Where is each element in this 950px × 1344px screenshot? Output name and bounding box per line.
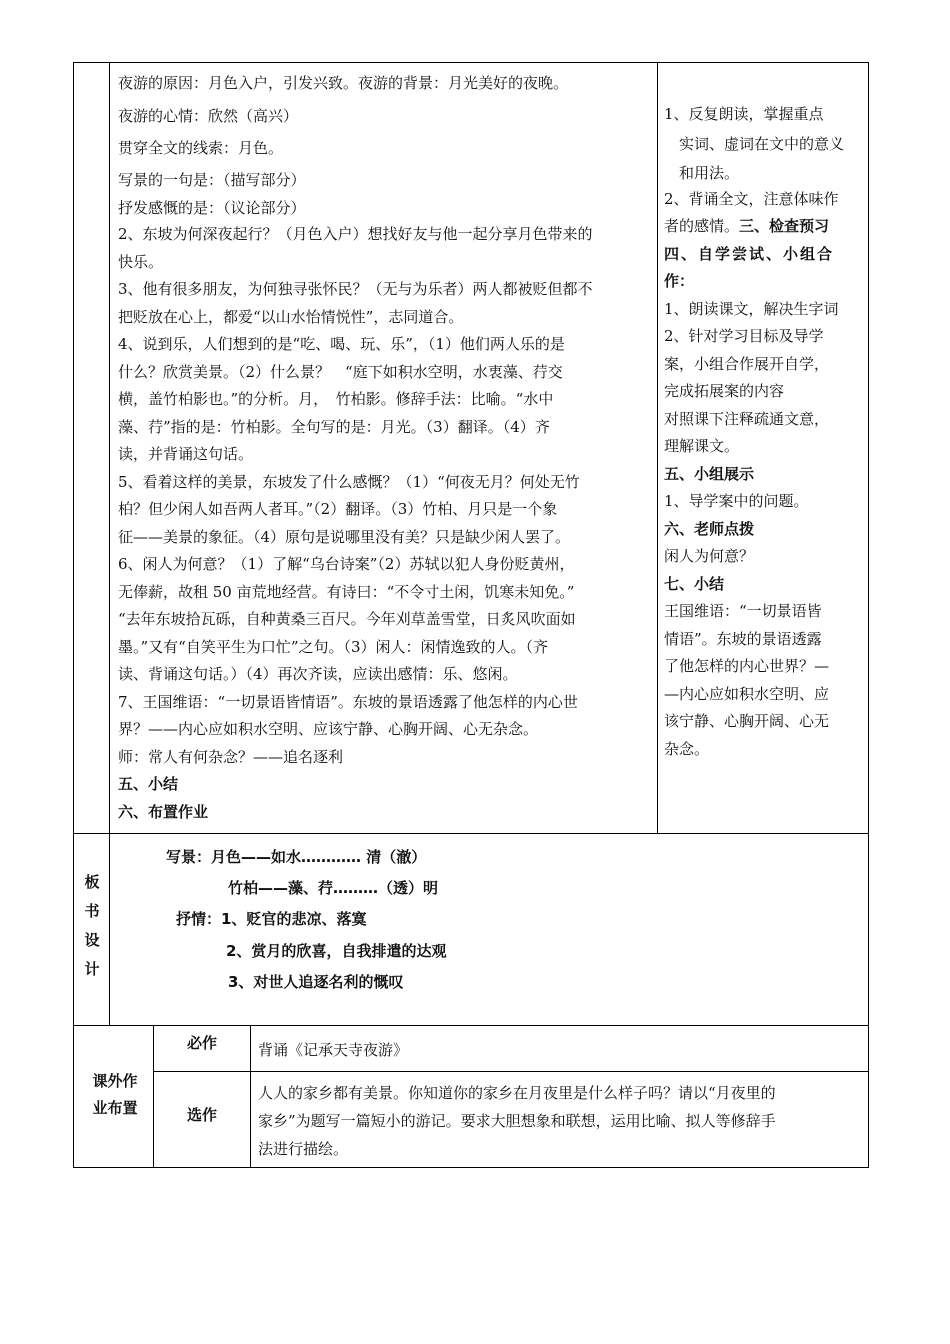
board-label-char: 书 [84,902,100,920]
main-line: 横，盖竹柏影也。”的分析。月， 竹柏影。修辞手法：比喻。“水中 [118,390,554,408]
main-line: 读，并背诵这句话。 [118,445,254,463]
side-line: 对照课下注释疏通文意， [664,409,830,428]
main-line: 柏？但少闲人如吾两人者耳。”（2）翻译。（3）竹柏、月只是一个象 [118,500,558,518]
main-line: 贯穿全文的线索：月色。 [118,139,284,157]
side-line: 情语”。东坡的景语透露 [664,629,822,648]
main-line: “去年东坡拾瓦砾，自种黄桑三百尺。今年刈草盖雪堂，日炙风吹面如 [118,610,576,628]
required-text: 背诵《记承天寺夜游》 [258,1041,409,1059]
main-line: 6、闲人为何意？（1）了解“乌台诗案”（2）苏轼以犯人身份贬黄州， [118,555,575,573]
main-line: 夜游的心情：欣然（高兴） [118,107,299,125]
main-line: 4、说到乐，人们想到的是“吃、喝、玩、乐”，（1）他们两人乐的是 [118,335,565,353]
table-left-border [73,62,74,1168]
side-heading: 五、小组展示 [664,464,755,483]
main-line: 2、东坡为何深夜起行？（月色入户）想找好友与他一起分享月色带来的 [118,225,593,243]
optional-text [258,1079,858,1163]
side-heading: 七、小结 [664,574,725,593]
board-label-divider [109,833,110,1025]
side-line: 1、朗读课文，解决生字词 [664,299,839,318]
main-line: 5、看着这样的美景，东坡发了什么感慨？（1）“何夜无月？何处无竹 [118,472,580,491]
main-content [118,67,653,826]
homework-label [80,1068,150,1122]
board-line: 竹柏——藻、荇………（透）明 [228,879,439,897]
homework-label-line: 课外作 [92,1072,138,1090]
table-right-border [868,62,869,1168]
board-line: 3、对世人追逐名利的慨叹 [228,973,404,991]
side-line: 理解课文。 [664,437,740,455]
homework-label-line: 业布置 [92,1099,138,1117]
optional-line: 家乡”为题写一篇短小的游记。要求大胆想象和联想，运用比喻、拟人等修辞手 [258,1112,776,1130]
side-line-bold-part: 三、检查预习 [739,217,830,235]
board-top-border [73,833,869,834]
main-line: 无俸薪，故租 50 亩荒地经营。有诗曰：“不令寸土闲，饥寒未知免。” [118,582,575,601]
main-line: 界？——内心应如积水空明、应该宁静、心胸开阔、心无杂念。 [118,720,539,738]
table-top-border [73,62,869,63]
optional-label: 选作 [186,1106,217,1124]
board-line: 抒情：1、贬官的悲凉、落寞 [176,910,367,928]
side-line: 2、背诵全文，注意体味作 [664,189,839,208]
side-line: 1、反复朗读，掌握重点 [664,105,824,123]
side-line: 了他怎样的内心世界？— [664,657,830,675]
main-line: 征——美景的象征。（4）原句是说哪里没有美？只是缺少闲人罢了。 [118,527,571,546]
required-label: 必作 [186,1034,217,1052]
side-line: 1、导学案中的问题。 [664,492,809,510]
side-line: 实词、虚词在文中的意义 [664,134,845,153]
main-line: 藻、荇”指的是：竹柏影。全句写的是：月光。（3）翻译。（4）齐 [118,417,550,436]
board-label-char: 计 [84,960,100,978]
side-line: 案，小组合作展开自学， [664,354,830,373]
summary-heading: 五、小结 [118,775,179,793]
side-column-divider [657,62,658,834]
side-heading: 作： [664,272,695,290]
side-line: —内心应如积水空明、应 [664,684,830,703]
board-label-char: 板 [84,873,100,891]
side-line: 2、针对学习目标及导学 [664,327,824,345]
side-line: 该宁静、心胸开阔、心无 [664,712,830,730]
side-line-mixed [664,213,864,241]
side-line: 闲人为何意？ [664,547,755,565]
main-line: 3、他有很多朋友，为何独寻张怀民？（无与为乐者）两人都被贬但都不 [118,280,593,298]
homework-top-border [73,1025,869,1026]
side-line: 杂念。 [664,739,710,758]
side-heading: 六、老师点拨 [664,519,755,538]
homework-content-divider [250,1025,251,1168]
optional-line: 法进行描绘。 [258,1140,349,1158]
main-line: 把贬放在心上，都爱“以山水怡情悦性”，志同道合。 [118,307,464,326]
board-label-char: 设 [84,931,100,949]
board-line: 2、赏月的欣喜，自我排遣的达观 [226,942,447,960]
side-line: 王国维语：“一切景语皆 [664,602,822,620]
main-line: 师：常人有何杂念？——追名逐利 [118,747,344,766]
label-column-divider [109,62,110,834]
main-line: 什么？欣赏美景。（2）什么景？ “庭下如积水空明，水衷藻、荇交 [118,362,563,381]
main-line: 读、背诵这句话。）（4）再次齐读，应读出感情：乐、悠闲。 [118,665,518,683]
main-line: 快乐。 [118,252,164,271]
side-heading: 四、自学尝试、小组合 [664,244,835,263]
main-line: 夜游的原因：月色入户，引发兴致。夜游的背景：月光美好的夜晚。 [118,74,569,92]
optional-line: 人人的家乡都有美景。你知道你的家乡在月夜里是什么样子吗？请以“月夜里的 [258,1084,776,1102]
homework-heading: 六、布置作业 [118,802,209,821]
board-label [80,868,104,984]
main-line: 墨。”又有“自笑平生为口忙”之句。（3）闲人：闲情逸致的人。（齐 [118,637,549,656]
main-line: 抒发感慨的是：（议论部分） [118,199,306,217]
side-line: 完成拓展案的内容 [664,382,785,400]
side-content [664,101,864,763]
main-line: 写景的一句是：（描写部分） [118,171,306,189]
board-line: 写景：月色——如水………… 清（澈） [166,848,427,866]
main-line: 7、王国维语：“一切景语皆情语”。东坡的景语透露了他怎样的内心世 [118,692,578,711]
homework-row-divider [153,1071,869,1072]
table-bottom-border [73,1167,869,1168]
side-line-plain-part: 者的感情。 [664,217,740,235]
side-line: 和用法。 [664,163,740,182]
